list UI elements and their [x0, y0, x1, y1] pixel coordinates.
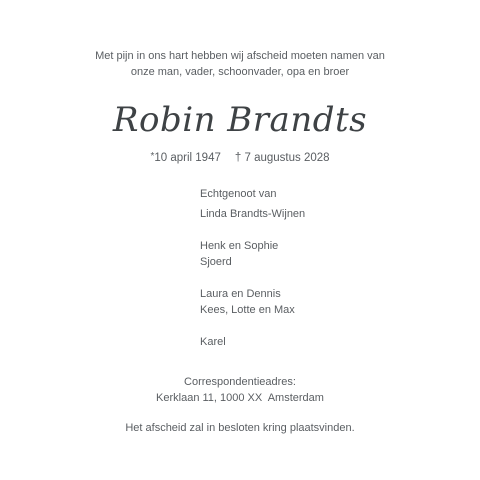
family-member: Henk en Sophie: [200, 240, 279, 252]
life-dates: [0, 149, 480, 166]
family-member: Sjoerd: [200, 256, 232, 268]
correspondence-label: Correspondentieadres:: [184, 376, 296, 388]
closing-text: Het afscheid zal in besloten kring plaatsvinden.: [125, 422, 355, 434]
family-member: Kees, Lotte en Max: [200, 304, 295, 316]
deceased-name: Robin Brandts: [112, 100, 368, 140]
intro-line-1: Met pijn in ons hart hebben wij afscheid moeten namen van: [95, 50, 385, 62]
correspondence-address: [40, 374, 440, 406]
death-date: 7 augustus 2028: [244, 152, 330, 164]
intro-text: [40, 48, 440, 80]
death-symbol: †: [234, 152, 242, 164]
family-heading: Echtgenoot van: [200, 188, 277, 200]
family-list: [200, 186, 440, 350]
spouse-name: Linda Brandts-Wijnen: [200, 208, 306, 220]
intro-line-2: onze man, vader, schoonvader, opa en broer: [130, 66, 350, 78]
family-member: Laura en Dennis: [200, 288, 281, 300]
birth-date: 10 april 1947: [154, 152, 221, 164]
correspondence-street: Kerklaan 11, 1000 XX Amsterdam: [156, 392, 324, 404]
birth-symbol: *: [150, 151, 155, 162]
family-member: Karel: [200, 336, 226, 348]
